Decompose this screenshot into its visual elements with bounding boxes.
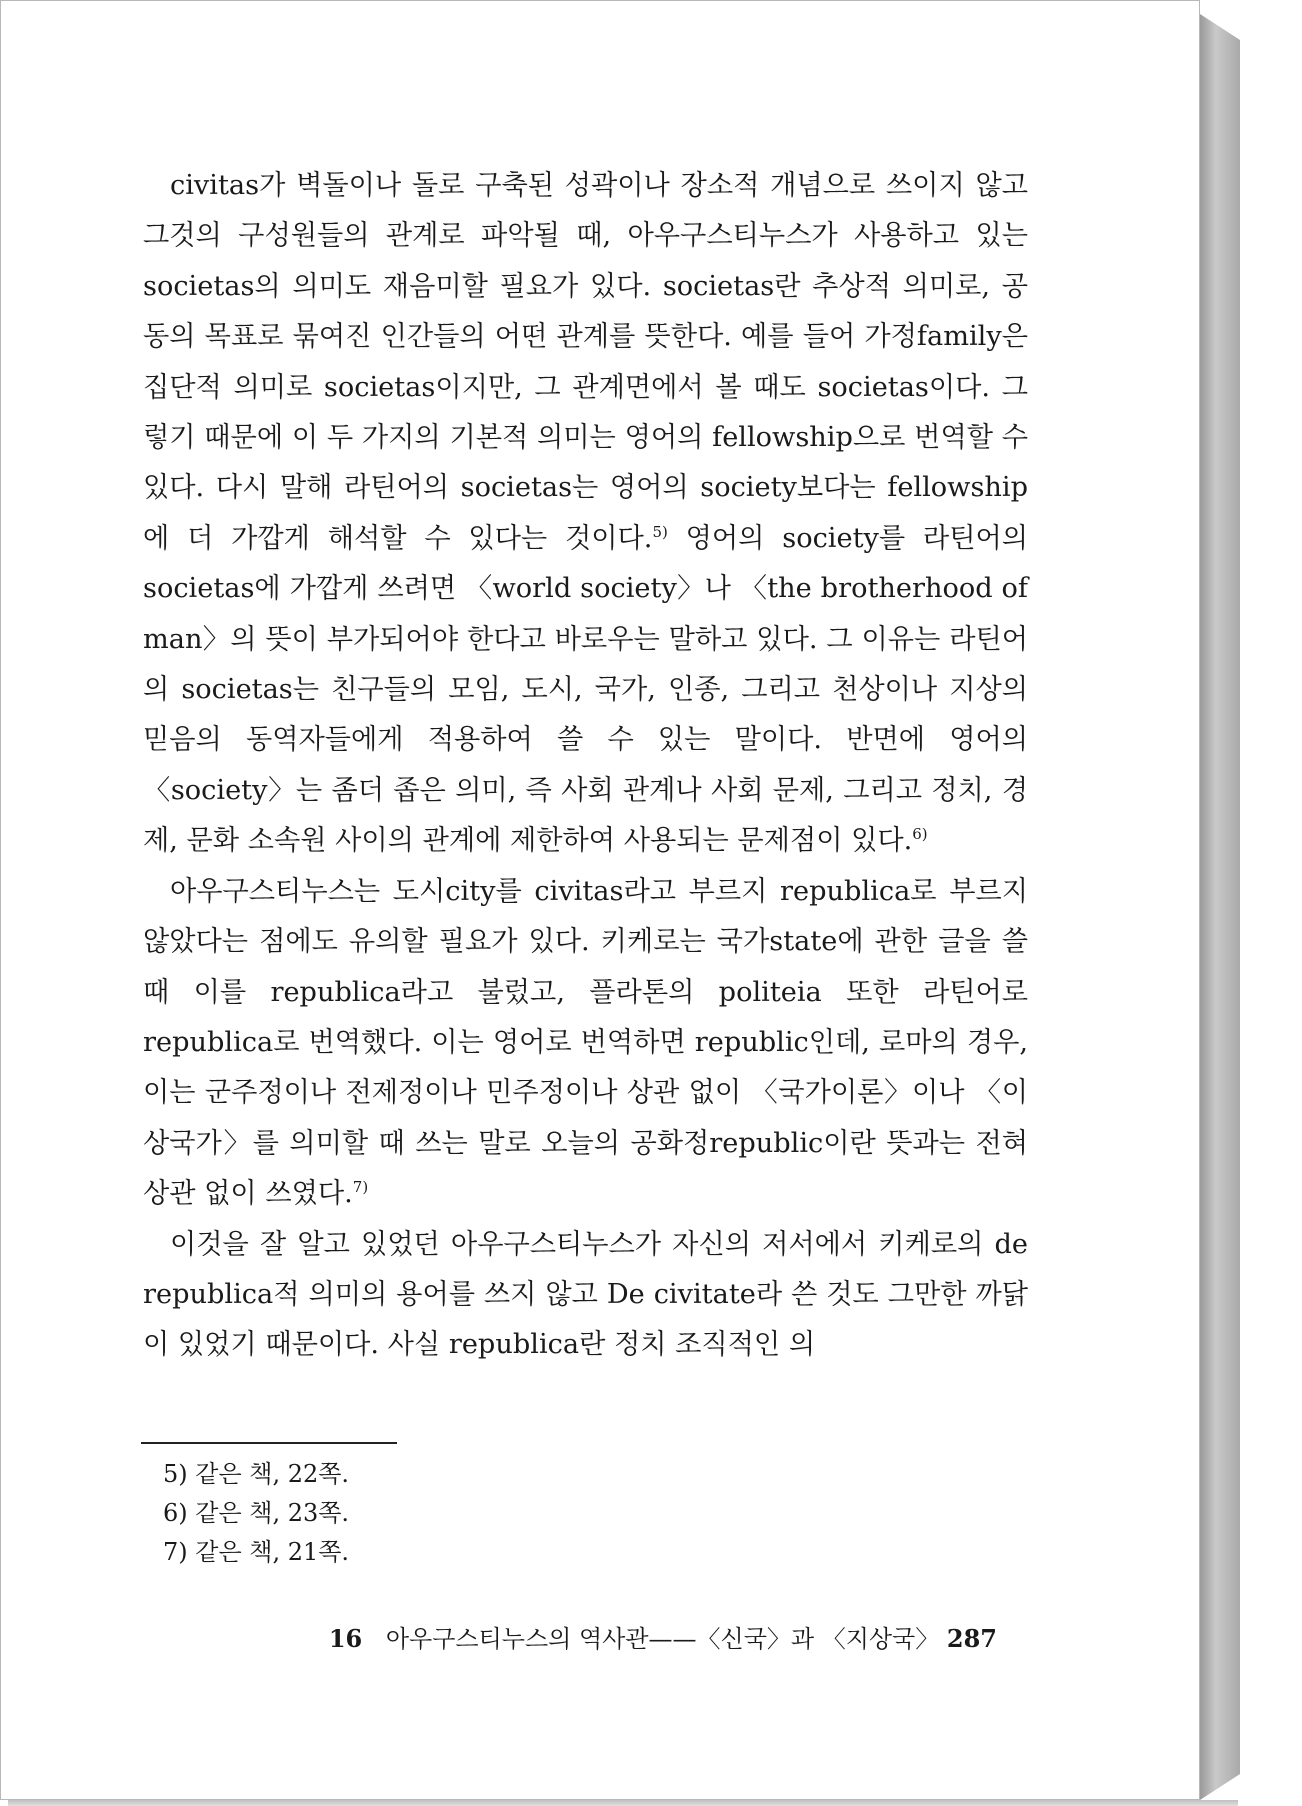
page-number: 287	[946, 1624, 997, 1653]
paragraph-2	[143, 867, 1028, 1220]
chapter-title: 아우구스티누스의 역사관——〈신국〉과 〈지상국〉	[385, 1625, 940, 1653]
paragraph-1-text: civitas가 벽돌이나 돌로 구축된 성곽이나 장소적 개념으로 쓰이지 않고 그것의 구성원들의 관계로 파악될 때, 아우구스티누스가 사용하고 있는 societas의 의미도 재음미할 필요가 있다. societas란 추상적 의미로, 공동의 목표로 묶여진 인간들의 어떤 관계를 뜻한다. 예를 들어 가정family은 집단적 의미로 societas이지만, 그 관계면에서 볼 때도 societas이다. 그렇기 때문에 이 두 가지의 기본적 의미는 영어의 fellowship으로 번역할 수 있다. 다시 말해 라틴어의 societas는 영어의 society보다는 fellowship에 더 가깝게 해석할 수 있다는 것이다.	[143, 170, 1028, 554]
footnote-ref-5: 5)	[652, 522, 668, 541]
footnote-6: 6) 같은 책, 23쪽.	[163, 1499, 350, 1527]
running-footer	[329, 1619, 997, 1654]
book-edge-right	[1200, 14, 1240, 1800]
paragraph-3: 이것을 잘 알고 있었던 아우구스티누스가 자신의 저서에서 키케로의 de republica적 의미의 용어를 쓰지 않고 De civitate라 쓴 것도 그만한 까닭이 있었기 때문이다. 사실 republica란 정치 조직적인 의	[143, 1228, 1028, 1361]
footnote-ref-7: 7)	[352, 1178, 369, 1197]
body-text	[143, 161, 1028, 1371]
footnote-5: 5) 같은 책, 22쪽.	[163, 1460, 350, 1488]
paragraph-1-continued: 영어의 society를 라틴어의 societas에 가깝게 쓰려면 〈world society〉나 〈the brotherhood of man〉의 뜻이 부가되어야 한다고 바로우는 말하고 있다. 그 이유는 라틴어의 societas는 친구들의 모임, 도시, 국가, 인종, 그리고 천상이나 지상의 믿음의 동역자들에게 적용하여 쓸 수 있는 말이다. 반면에 영어의 〈society〉는 좀더 좁은 의미, 즉 사회 관계나 사회 문제, 그리고 정치, 경제, 문화 소속원 사이의 관계에 제한하여 사용되는 문제점이 있다.	[143, 522, 1028, 857]
footnote-divider	[141, 1442, 397, 1444]
footnote-ref-6: 6)	[912, 825, 928, 844]
paragraph-2-text: 아우구스티누스는 도시city를 civitas라고 부르지 republica로 부르지 않았다는 점에도 유의할 필요가 있다. 키케로는 국가state에 관한 글을 쓸 때 이를 republica라고 불렀고, 플라톤의 politeia 또한 라틴어로 republica로 번역했다. 이는 영어로 번역하면 republic인데, 로마의 경우, 이는 군주정이나 전제정이나 민주정이나 상관 없이 〈국가이론〉이나 〈이상국가〉를 의미할 때 쓰는 말로 오늘의 공화정republic이란 뜻과는 전혀 상관 없이 쓰였다.	[143, 875, 1028, 1210]
footnotes	[163, 1455, 349, 1572]
book-edge-bottom	[8, 1800, 1238, 1806]
footnote-7: 7) 같은 책, 21쪽.	[163, 1538, 350, 1566]
paragraph-1	[143, 161, 1028, 867]
chapter-number: 16	[328, 1624, 363, 1653]
